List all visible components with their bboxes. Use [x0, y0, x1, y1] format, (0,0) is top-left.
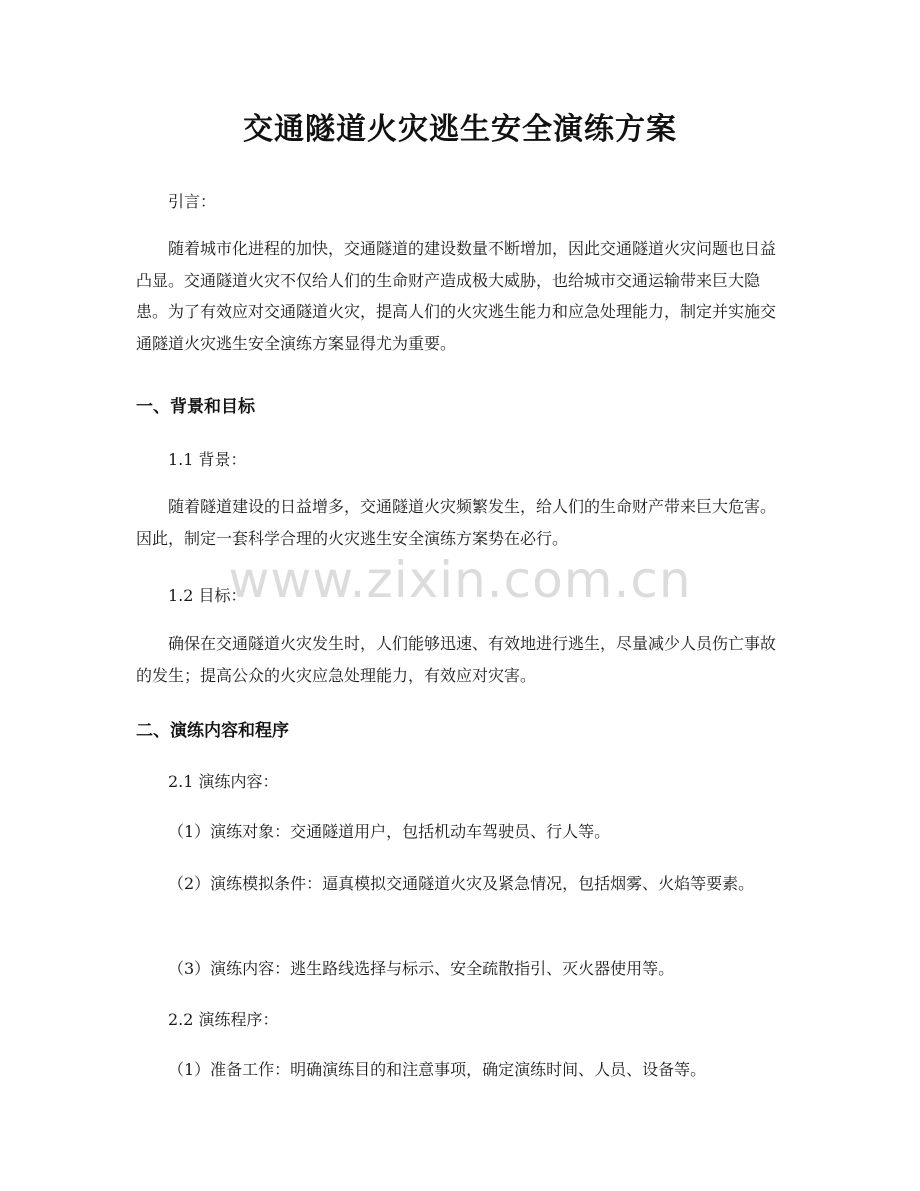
section-1-1-label: 1.1 背景： — [168, 450, 247, 469]
intro-paragraph: 随着城市化进程的加快，交通隧道的建设数量不断增加，因此交通隧道火灾问题也日益凸显。交通隧道火灾不仅给人们的生命财产造成极大威胁，也给城市交通运输带来巨大隐患。为了有效应对交通隧道火灾，提高人们的火灾逃生能力和应急处理能力，制定并实施交通隧道火灾逃生安全演练方案显得尤为重要。 — [136, 239, 777, 353]
section-2-2-label: 2.2 演练程序： — [168, 1010, 279, 1029]
section-2-1-item-2: （2）演练模拟条件：逼真模拟交通隧道火灾及紧急情况，包括烟雾、火焰等要素。 — [168, 874, 755, 893]
watermark: www.zixin.com.cn — [228, 551, 692, 609]
section-2-heading: 二、演练内容和程序 — [136, 721, 289, 741]
section-2-1-item-1: （1）演练对象：交通隧道用户，包括机动车驾驶员、行人等。 — [168, 822, 611, 841]
section-1-2-paragraph: 确保在交通隧道火灾发生时，人们能够迅速、有效地进行逃生，尽量减少人员伤亡事故的发生；提高公众的火灾应急处理能力，有效应对灾害。 — [136, 634, 777, 685]
section-2-2-item-1: （1）准备工作：明确演练目的和注意事项，确定演练时间、人员、设备等。 — [168, 1060, 707, 1079]
section-2-1-label: 2.1 演练内容： — [168, 772, 279, 791]
intro-label: 引言： — [168, 192, 217, 211]
section-2-1-item-3: （3）演练内容：逃生路线选择与标示、安全疏散指引、灭火器使用等。 — [168, 959, 675, 978]
document-title: 交通隧道火灾逃生安全演练方案 — [243, 112, 677, 147]
section-1-heading: 一、背景和目标 — [136, 397, 255, 417]
section-1-2-label: 1.2 目标： — [168, 586, 247, 605]
section-1-1-paragraph: 随着隧道建设的日益增多，交通隧道火灾频繁发生，给人们的生命财产带来巨大危害。因此，制定一套科学合理的火灾逃生安全演练方案势在必行。 — [136, 497, 777, 548]
